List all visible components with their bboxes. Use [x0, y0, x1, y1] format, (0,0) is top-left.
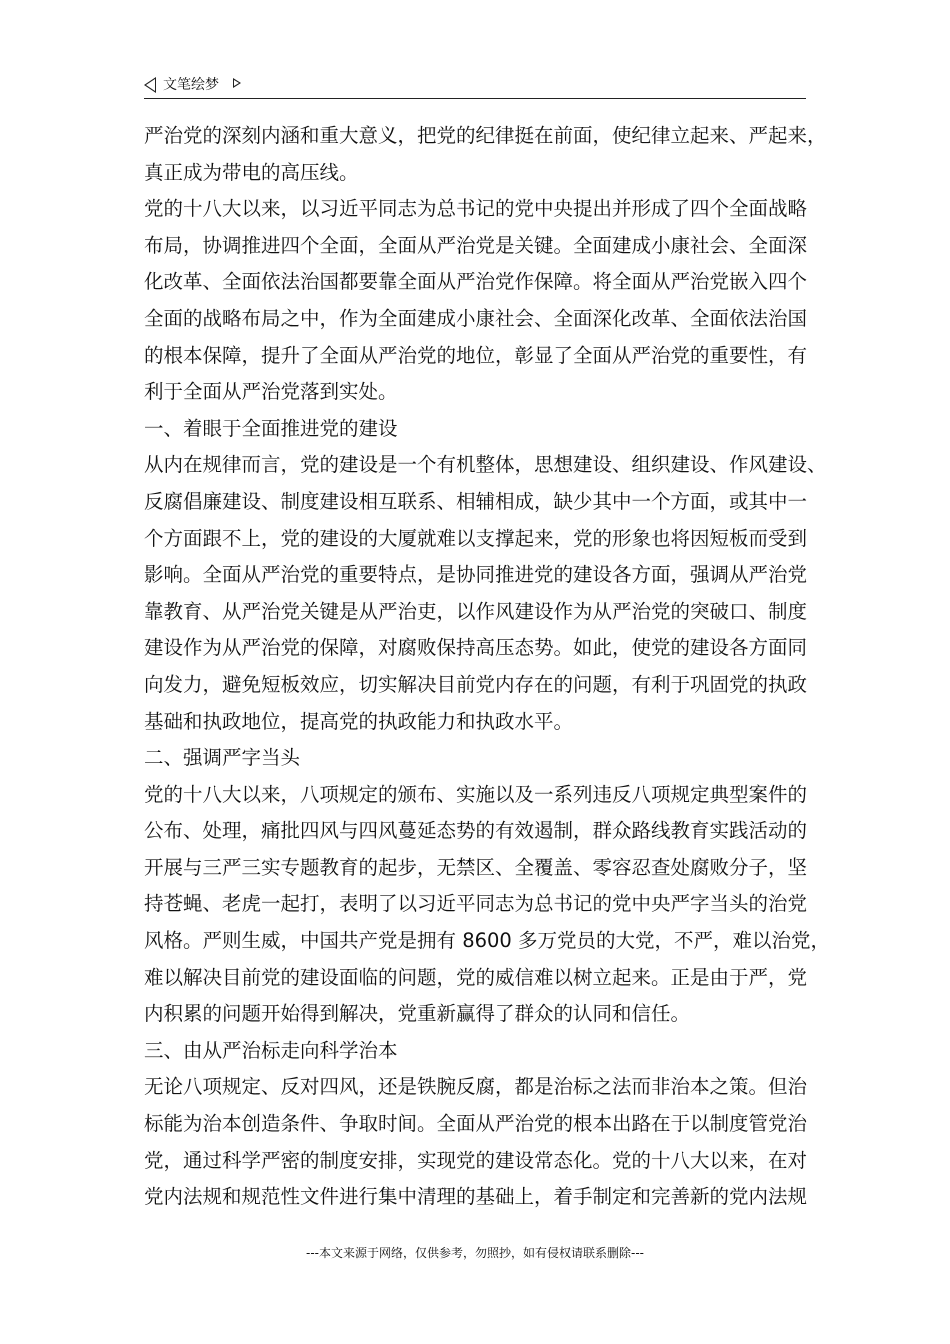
- body-line: 难以解决目前党的建设面临的问题，党的威信难以树立起来。正是由于严，党: [144, 965, 808, 989]
- body-line: 公布、处理，痛批四风与四风蔓延态势的有效遏制，群众路线教育实践活动的: [144, 819, 808, 843]
- body-line: 利于全面从严治党落到实处。: [144, 380, 398, 404]
- body-line: 的根本保障，提升了全面从严治党的地位，彰显了全面从严治党的重要性，有: [144, 343, 808, 367]
- section-heading: 三、由从严治标走向科学治本: [144, 1038, 398, 1062]
- section-heading: 二、强调严字当头: [144, 746, 301, 770]
- body-line: 全面的战略布局之中，作为全面建成小康社会、全面深化改革、全面依法治国: [144, 306, 808, 330]
- body-line: 内积累的问题开始得到解决，党重新赢得了群众的认同和信任。: [144, 1002, 691, 1026]
- body-line: 基础和执政地位，提高党的执政能力和执政水平。: [144, 709, 574, 733]
- body-line: 无论八项规定、反对四风，还是铁腕反腐，都是治标之法而非治本之策。但治: [144, 1075, 808, 1099]
- body-line: 党，通过科学严密的制度安排，实现党的建设常态化。党的十八大以来，在对: [144, 1148, 808, 1172]
- body-line: 党的十八大以来，八项规定的颁布、实施以及一系列违反八项规定典型案件的: [144, 782, 808, 806]
- body-line: 影响。全面从严治党的重要特点，是协同推进党的建设各方面，强调从严治党: [144, 563, 808, 587]
- body-line: 反腐倡廉建设、制度建设相互联系、相辅相成，缺少其中一个方面，或其中一: [144, 489, 808, 513]
- body-line: 个方面跟不上，党的建设的大厦就难以支撑起来，党的形象也将因短板而受到: [144, 526, 808, 550]
- body-line: 靠教育、从严治党关键是从严治吏，以作风建设作为从严治党的突破口、制度: [144, 599, 808, 623]
- header-title: 文笔绘梦: [163, 77, 219, 93]
- page-footer-disclaimer: ---本文来源于网络，仅供参考，勿照抄，如有侵权请联系删除---: [306, 1246, 644, 1260]
- body-line: 向发力，避免短板效应，切实解决目前党内存在的问题，有利于巩固党的执政: [144, 672, 808, 696]
- body-line: 党的十八大以来，以习近平同志为总书记的党中央提出并形成了四个全面战略: [144, 197, 808, 221]
- triangle-right-icon: [233, 78, 241, 88]
- body-line: 建设作为从严治党的保障，对腐败保持高压态势。如此，使党的建设各方面同: [144, 636, 808, 660]
- body-line: 风格。严则生威，中国共产党是拥有 8600 多万党员的大党，不严，难以治党，: [144, 929, 831, 953]
- body-line: 化改革、全面依法治国都要靠全面从严治党作保障。将全面从严治党嵌入四个: [144, 270, 808, 294]
- body-line: 真正成为带电的高压线。: [144, 160, 359, 184]
- body-line: 开展与三严三实专题教育的起步，无禁区、全覆盖、零容忍查处腐败分子，坚: [144, 855, 808, 879]
- body-line: 从内在规律而言，党的建设是一个有机整体，思想建设、组织建设、作风建设、: [144, 453, 827, 477]
- body-line: 持苍蝇、老虎一起打，表明了以习近平同志为总书记的党中央严字当头的治党: [144, 892, 808, 916]
- body-line: 标能为治本创造条件、争取时间。全面从严治党的根本出路在于以制度管党治: [144, 1112, 808, 1136]
- document-body: [144, 118, 834, 1216]
- body-line: 党内法规和规范性文件进行集中清理的基础上，着手制定和完善新的党内法规: [144, 1185, 808, 1209]
- section-heading: 一、着眼于全面推进党的建设: [144, 416, 398, 440]
- triangle-left-icon: [144, 77, 156, 93]
- page-header: [144, 74, 806, 99]
- body-line: 严治党的深刻内涵和重大意义，把党的纪律挺在前面，使纪律立起来、严起来，: [144, 124, 827, 147]
- body-line: 布局，协调推进四个全面，全面从严治党是关键。全面建成小康社会、全面深: [144, 233, 808, 257]
